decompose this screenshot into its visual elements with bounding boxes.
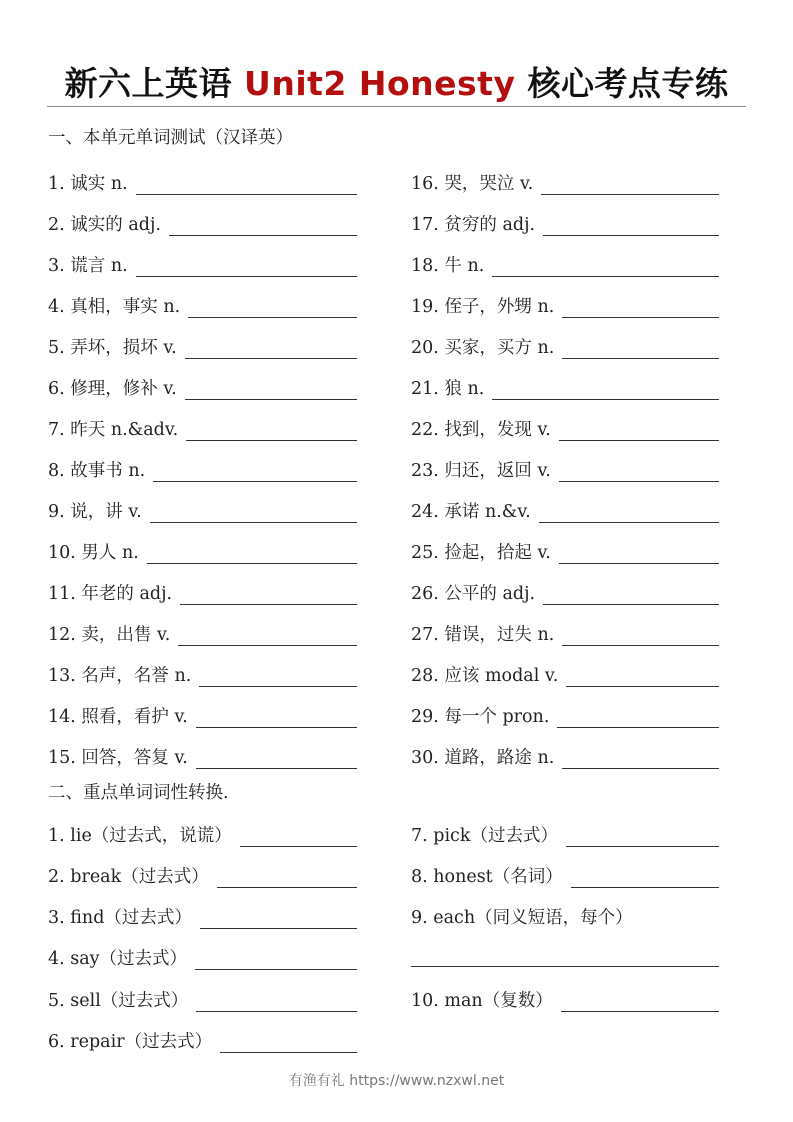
question-label: 25. 捡起，拾起 v. (411, 543, 551, 563)
question-label: 2. 诚实的 adj. (48, 215, 161, 235)
question-label: 7. 昨天 n.&adv. (48, 420, 179, 440)
question-row (411, 370, 719, 400)
answer-blank[interactable] (562, 338, 719, 359)
section-1-heading: 一、本单元单词测试（汉译英） (48, 128, 293, 148)
question-row (48, 370, 357, 400)
question-label: 5. sell（过去式） (48, 991, 189, 1011)
question-row (48, 899, 357, 929)
answer-blank[interactable] (411, 966, 719, 967)
question-row (411, 698, 719, 728)
question-row (411, 858, 719, 888)
question-row (411, 899, 719, 929)
question-row (48, 982, 357, 1012)
question-label: 4. 真相，事实 n. (48, 297, 181, 317)
question-label: 28. 应该 modal v. (411, 666, 559, 686)
question-row (48, 616, 357, 646)
question-label: 4. say（过去式） (48, 949, 188, 969)
question-row (48, 575, 357, 605)
answer-blank[interactable] (150, 502, 357, 523)
answer-blank[interactable] (178, 625, 357, 646)
answer-blank[interactable] (196, 991, 357, 1012)
question-label: 9. 说，讲 v. (48, 502, 142, 522)
question-row (411, 165, 719, 195)
answer-blank[interactable] (566, 666, 719, 687)
question-label: 13. 名声，名誉 n. (48, 666, 192, 686)
question-label: 24. 承诺 n.&v. (411, 502, 531, 522)
question-label: 18. 牛 n. (411, 256, 485, 276)
question-label: 3. 谎言 n. (48, 256, 128, 276)
question-row (48, 1023, 357, 1053)
question-label: 17. 贫穷的 adj. (411, 215, 536, 235)
title-highlight: Unit2 Honesty (244, 64, 516, 103)
question-label: 26. 公平的 adj. (411, 584, 536, 604)
section-2-heading: 二、重点单词词性转换. (48, 783, 229, 803)
question-label: 2. break（过去式） (48, 867, 209, 887)
answer-blank[interactable] (539, 502, 719, 523)
question-label: 23. 归还，返回 v. (411, 461, 551, 481)
question-label: 21. 狼 n. (411, 379, 485, 399)
question-row (411, 817, 719, 847)
question-label: 10. 男人 n. (48, 543, 139, 563)
question-row (411, 616, 719, 646)
question-row (411, 206, 719, 236)
question-row (48, 288, 357, 318)
answer-blank[interactable] (559, 543, 719, 564)
answer-blank[interactable] (562, 625, 719, 646)
question-row (48, 206, 357, 236)
question-row (411, 247, 719, 277)
question-row (411, 657, 719, 687)
question-label: 3. find（过去式） (48, 908, 192, 928)
question-label: 10. man（复数） (411, 991, 553, 1011)
answer-blank[interactable] (220, 1032, 357, 1053)
question-row (411, 411, 719, 441)
title-text: 新六上英语 (64, 64, 245, 103)
answer-blank[interactable] (147, 543, 357, 564)
answer-blank[interactable] (566, 826, 719, 847)
answer-blank[interactable] (492, 379, 719, 400)
question-row (48, 817, 357, 847)
question-label: 11. 年老的 adj. (48, 584, 173, 604)
title-text-end: 核心考点专练 (515, 64, 729, 103)
answer-blank[interactable] (199, 666, 357, 687)
answer-blank[interactable] (562, 748, 719, 769)
question-label: 14. 照看，看护 v. (48, 707, 188, 727)
question-label: 22. 找到，发现 v. (411, 420, 551, 440)
question-label: 29. 每一个 pron. (411, 707, 550, 727)
answer-blank[interactable] (559, 461, 719, 482)
page-title (0, 58, 793, 105)
question-row (411, 493, 719, 523)
answer-blank[interactable] (188, 297, 357, 318)
answer-blank[interactable] (541, 174, 719, 195)
question-row (48, 858, 357, 888)
question-row (48, 411, 357, 441)
question-row (48, 940, 357, 970)
question-label: 1. 诚实 n. (48, 174, 128, 194)
answer-blank[interactable] (153, 461, 357, 482)
answer-blank[interactable] (186, 420, 357, 441)
answer-blank[interactable] (136, 174, 357, 195)
answer-blank[interactable] (240, 826, 357, 847)
question-label: 1. lie（过去式，说谎） (48, 826, 232, 846)
question-label: 7. pick（过去式） (411, 826, 558, 846)
question-label: 20. 买家，买方 n. (411, 338, 555, 358)
answer-blank[interactable] (492, 256, 719, 277)
answer-blank[interactable] (217, 867, 357, 888)
question-row (411, 982, 719, 1012)
answer-blank[interactable] (185, 379, 357, 400)
question-row (411, 452, 719, 482)
answer-blank[interactable] (562, 297, 719, 318)
answer-blank[interactable] (196, 707, 357, 728)
question-row (48, 329, 357, 359)
answer-blank[interactable] (180, 584, 357, 605)
question-label: 9. each（同义短语，每个） (411, 908, 633, 928)
answer-blank[interactable] (571, 867, 719, 888)
question-label: 15. 回答，答复 v. (48, 748, 188, 768)
question-row (48, 165, 357, 195)
question-row (411, 739, 719, 769)
question-label: 6. repair（过去式） (48, 1032, 213, 1052)
question-row (48, 698, 357, 728)
question-label: 8. honest（名词） (411, 867, 563, 887)
answer-blank[interactable] (169, 215, 357, 236)
question-row (411, 329, 719, 359)
answer-blank[interactable] (196, 748, 357, 769)
question-label: 27. 错误，过失 n. (411, 625, 555, 645)
question-row (48, 739, 357, 769)
question-label: 30. 道路，路途 n. (411, 748, 555, 768)
answer-blank[interactable] (200, 908, 357, 929)
footer-watermark: 有渔有礼 https://www.nzxwl.net (288, 1073, 505, 1089)
question-label: 12. 卖，出售 v. (48, 625, 171, 645)
question-row (411, 575, 719, 605)
question-row (48, 534, 357, 564)
answer-blank[interactable] (559, 420, 719, 441)
question-row (411, 288, 719, 318)
title-divider (47, 106, 746, 107)
question-row (411, 534, 719, 564)
answer-blank[interactable] (136, 256, 357, 277)
question-row (48, 247, 357, 277)
answer-blank[interactable] (543, 215, 719, 236)
answer-blank[interactable] (543, 584, 719, 605)
question-label: 16. 哭，哭泣 v. (411, 174, 534, 194)
question-row (48, 452, 357, 482)
answer-blank[interactable] (557, 707, 719, 728)
question-label: 19. 侄子，外甥 n. (411, 297, 555, 317)
answer-blank[interactable] (185, 338, 357, 359)
question-label: 6. 修理，修补 v. (48, 379, 177, 399)
answer-blank[interactable] (561, 991, 719, 1012)
question-row (48, 657, 357, 687)
question-label: 5. 弄坏，损坏 v. (48, 338, 177, 358)
question-label: 8. 故事书 n. (48, 461, 146, 481)
answer-blank[interactable] (195, 949, 357, 970)
question-row (48, 493, 357, 523)
